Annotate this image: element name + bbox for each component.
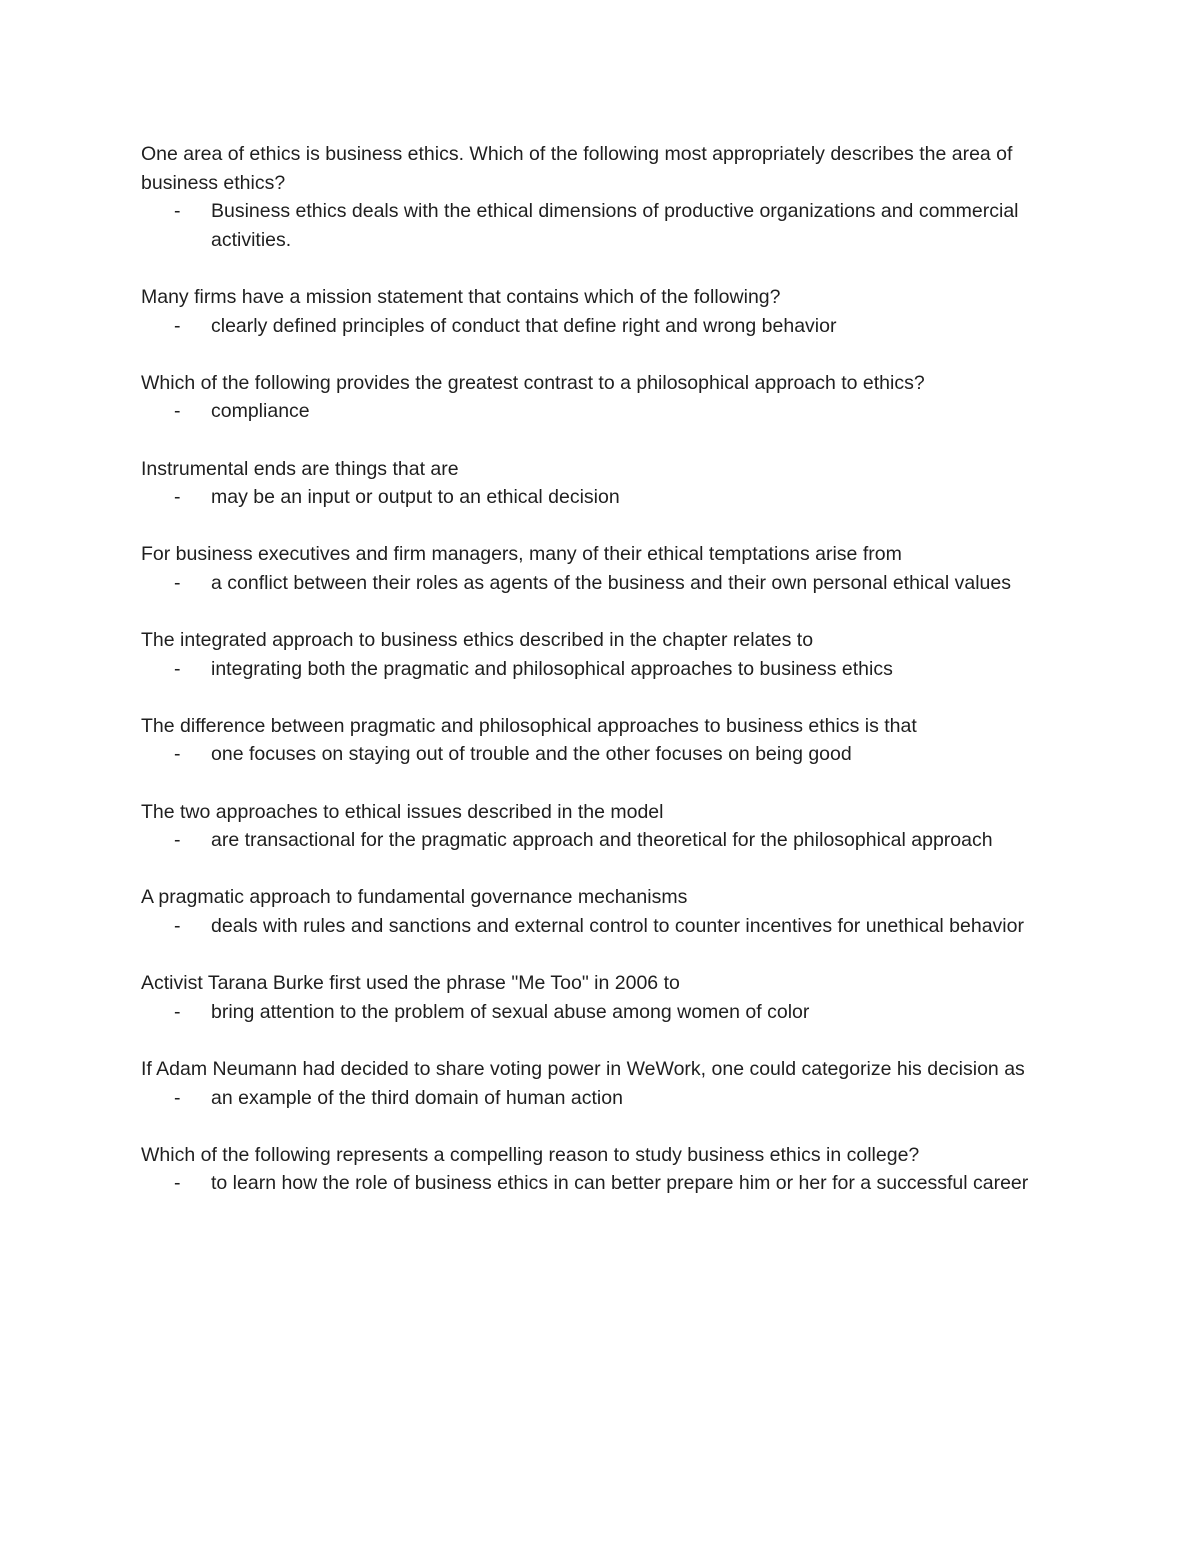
- qa-item: [141, 540, 1061, 597]
- answer-item: [141, 912, 1061, 941]
- bullet-dash: -: [174, 1086, 181, 1109]
- question-text: Activist Tarana Burke first used the phrase "Me Too" in 2006 to: [141, 972, 680, 995]
- question-text: If Adam Neumann had decided to share voting power in WeWork, one could categorize his decision as: [141, 1058, 1025, 1080]
- qa-item: [141, 798, 1061, 855]
- answer-text: a conflict between their roles as agents of the business and their own personal ethical values: [211, 571, 1011, 594]
- answer-item: [141, 569, 1061, 598]
- answer-text: one focuses on staying out of trouble and the other focuses on being good: [211, 743, 852, 766]
- question-text: Which of the following provides the greatest contrast to a philosophical approach to ethics?: [141, 371, 925, 394]
- qa-item: [141, 1141, 1061, 1198]
- qa-item: [141, 969, 1061, 1026]
- answer-item: [141, 197, 1061, 254]
- bullet-dash: -: [174, 743, 181, 766]
- question-text: A pragmatic approach to fundamental governance mechanisms: [141, 886, 688, 909]
- bullet-dash: -: [174, 915, 181, 938]
- answer-item: [141, 483, 1061, 512]
- answer-text: integrating both the pragmatic and philosophical approaches to business ethics: [211, 657, 893, 680]
- bullet-dash: -: [174, 486, 181, 509]
- bullet-dash: -: [174, 400, 181, 423]
- answer-text: compliance: [211, 400, 310, 423]
- qa-item: [141, 455, 1061, 512]
- qa-item: [141, 140, 1061, 254]
- bullet-dash: -: [174, 657, 181, 680]
- answer-text: bring attention to the problem of sexual abuse among women of color: [211, 1000, 810, 1023]
- question-text: Many firms have a mission statement that contains which of the following?: [141, 285, 781, 308]
- answer-text: to learn how the role of business ethics in can better prepare him or her for a successful career: [211, 1172, 1029, 1195]
- question-text: For business executives and firm managers, many of their ethical temptations arise from: [141, 543, 902, 566]
- answer-item: [141, 397, 1061, 426]
- answer-text: Business ethics deals with the ethical dimensions of productive organizations and commercial activities.: [211, 200, 1019, 251]
- answer-item: [141, 1169, 1061, 1198]
- qa-item: [141, 1055, 1061, 1112]
- bullet-dash: -: [174, 1172, 181, 1195]
- qa-item: [141, 883, 1061, 940]
- answer-item: [141, 740, 1061, 769]
- bullet-dash: -: [174, 200, 181, 223]
- question-text: Which of the following represents a compelling reason to study business ethics in college?: [141, 1143, 920, 1166]
- question-text: The difference between pragmatic and philosophical approaches to business ethics is that: [141, 714, 917, 737]
- bullet-dash: -: [174, 314, 181, 337]
- bullet-dash: -: [174, 1000, 181, 1023]
- answer-text: an example of the third domain of human action: [211, 1086, 623, 1109]
- answer-item: [141, 998, 1061, 1027]
- qa-item: [141, 283, 1061, 340]
- answer-item: [141, 826, 1061, 855]
- answer-text: deals with rules and sanctions and external control to counter incentives for unethical behavior: [211, 915, 1024, 938]
- question-text: Instrumental ends are things that are: [141, 457, 459, 480]
- answer-item: [141, 1084, 1061, 1113]
- qa-list: [141, 140, 1061, 1227]
- answer-text: are transactional for the pragmatic approach and theoretical for the philosophical approach: [211, 829, 993, 852]
- bullet-dash: -: [174, 829, 181, 852]
- question-text: The two approaches to ethical issues described in the model: [141, 800, 664, 823]
- answer-text: clearly defined principles of conduct that define right and wrong behavior: [211, 314, 837, 337]
- qa-item: [141, 626, 1061, 683]
- bullet-dash: -: [174, 571, 181, 594]
- question-text: One area of ethics is business ethics. Which of the following most appropriately describes the area of business ethics?: [141, 143, 1013, 194]
- question-text: The integrated approach to business ethics described in the chapter relates to: [141, 629, 814, 652]
- answer-item: [141, 312, 1061, 341]
- qa-item: [141, 712, 1061, 769]
- qa-item: [141, 369, 1061, 426]
- answer-item: [141, 655, 1061, 684]
- answer-text: may be an input or output to an ethical decision: [211, 486, 620, 509]
